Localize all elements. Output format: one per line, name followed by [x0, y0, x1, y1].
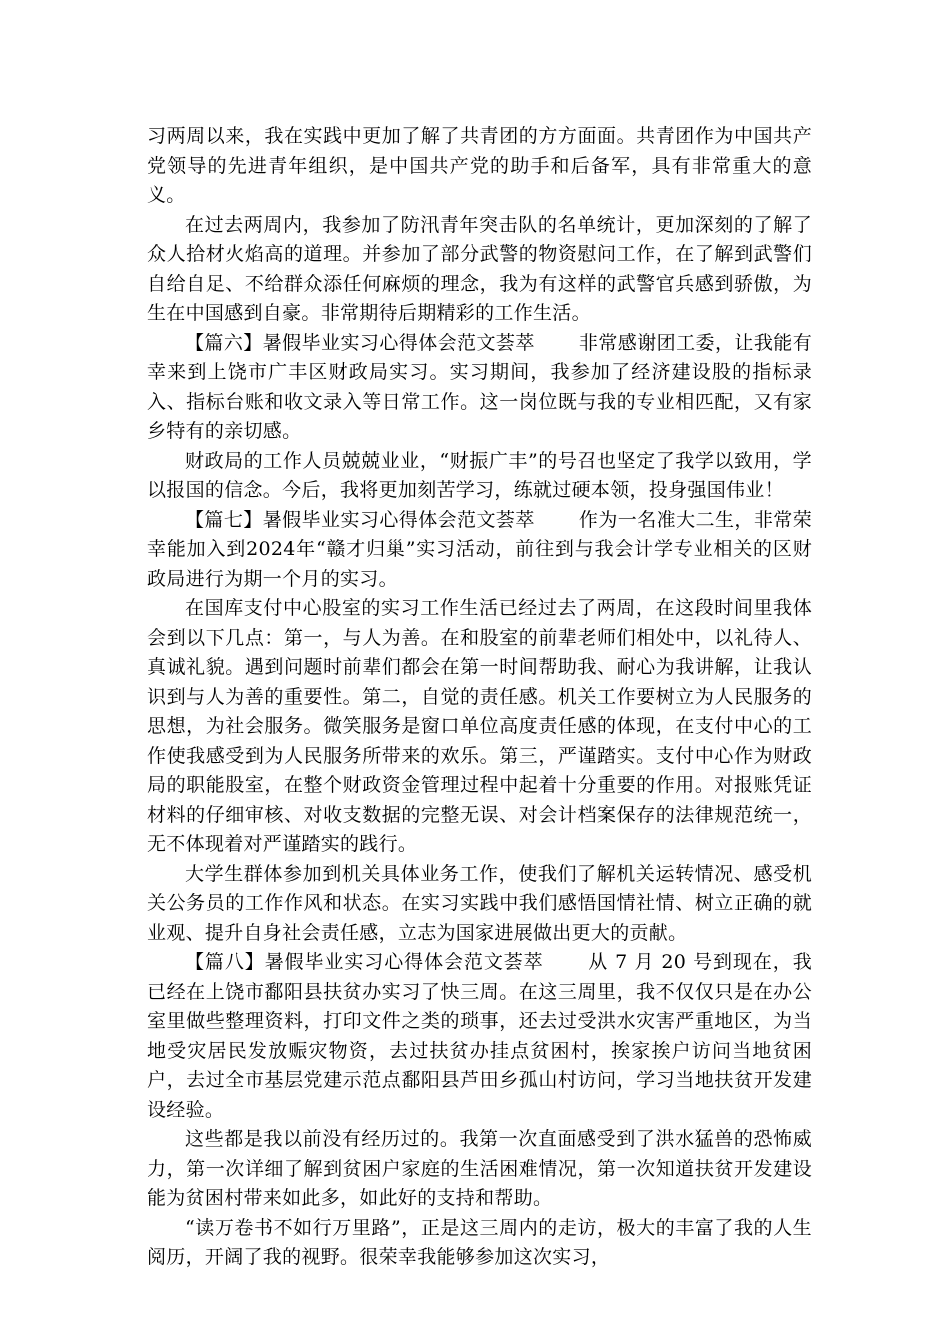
document-body — [147, 122, 812, 1273]
section-6-text: 非常感谢团工委，让我能有幸来到上饶市广丰区财政局实习。实习期间，我参加了经济建设股的指标录入、指标台账和收文录入等日常工作。这一岗位既与我的专业相匹配，又有家乡特有的亲切感。 — [147, 331, 812, 442]
section-7-text: 作为一名准大二生，非常荣幸能加入到2024年“赣才归巢”实习活动，前往到与我会计学专业相关的区财政局进行为期一个月的实习。 — [147, 508, 812, 590]
section-7-paragraph — [147, 506, 812, 595]
paragraph-9: 这些都是我以前没有经历过的。我第一次直面感受到了洪水猛兽的恐怖威力，第一次详细了解到贫困户家庭的生活困难情况，第一次知道扶贫开发建设能为贫困村带来如此多，如此好的支持和帮助。 — [147, 1128, 812, 1209]
section-7-heading: 【篇七】暑假毕业实习心得体会范文荟萃 — [185, 508, 535, 531]
section-8-heading: 【篇八】暑假毕业实习心得体会范文荟萃 — [185, 951, 544, 973]
paragraph-7: 大学生群体参加到机关具体业务工作，使我们了解机关运转情况、感受机关公务员的工作作风和状态。在实习实践中我们感悟国情社情、树立正确的就业观、提升自身社会责任感，立志为国家进展做出更大的贡献。 — [147, 862, 812, 944]
paragraph-6: 在国库支付中心股室的实习工作生活已经过去了两周，在这段时间里我体会到以下几点：第一，与人为善。在和股室的前辈老师们相处中，以礼待人、真诚礼貌。遇到问题时前辈们都会在第一时间帮助我、耐心为我讲解，让我认识到与人为善的重要性。第二，自觉的责任感。机关工作要树立为人民服务的思想，为社会服务。微笑服务是窗口单位高度责任感的体现，在支付中心的工作使我感受到为人民服务所带来的欢乐。第三，严谨踏实。支付中心作为财政局的职能股室，在整个财政资金管理过程中起着十分重要的作用。对报账凭证材料的仔细审核、对收支数据的完整无误、对会计档案保存的法律规范统一，无不体现着对严谨踏实的践行。 — [147, 597, 812, 855]
section-8-text: 从 7 月 20 号到现在，我已经在上饶市鄱阳县扶贫办实习了快三周。在这三周里，我不仅仅只是在办公室里做些整理资料，打印文件之类的琐事，还去过受洪水灾害严重地区，为当地受灾居民发放赈灾物资，去过扶贫办挂点贫困村，挨家挨户访问当地贫困户，去过全市基层党建示范点鄱阳县芦田乡孤山村访问，学习当地扶贫开发建设经验。 — [147, 951, 812, 1121]
section-8-paragraph — [147, 948, 812, 1125]
paragraph-1: 习两周以来，我在实践中更加了解了共青团的方方面面。共青团作为中国共产党领导的先进青年组织，是中国共产党的助手和后备军，具有非常重大的意义。 — [147, 125, 812, 206]
section-6-heading: 【篇六】暑假毕业实习心得体会范文荟萃 — [185, 331, 535, 354]
section-6-paragraph — [147, 329, 812, 447]
paragraph-10: “读万卷书不如行万里路”，正是这三周内的走访，极大的丰富了我的人生阅历，开阔了我的视野。很荣幸我能够参加这次实习， — [147, 1216, 812, 1268]
paragraph-4: 财政局的工作人员兢兢业业，“财振广丰”的号召也坚定了我学以致用，学以报国的信念。今后，我将更加刻苦学习，练就过硬本领，投身强国伟业！ — [147, 449, 812, 501]
paragraph-2: 在过去两周内，我参加了防汛青年突击队的名单统计，更加深刻的了解了众人拾材火焰高的道理。并参加了部分武警的物资慰问工作，在了解到武警们自给自足、不给群众添任何麻烦的理念，我为有这样的武警官兵感到骄傲，为生在中国感到自豪。非常期待后期精彩的工作生活。 — [147, 213, 812, 324]
